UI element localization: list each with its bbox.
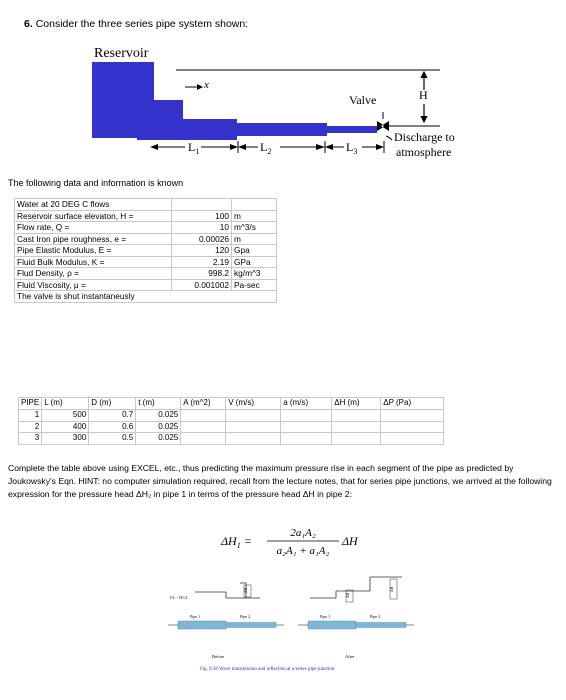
known-data-intro: The following data and information is known (8, 178, 184, 188)
dh-label-after-2: ΔH (389, 586, 394, 592)
pipe-table-cell (281, 409, 332, 421)
after-diagram (298, 577, 414, 659)
l2-label: $L_2$ (260, 140, 272, 156)
given-row (15, 233, 277, 245)
pipe-table-cell (332, 409, 381, 421)
given-label: Reservoir surface elevaton, H = (15, 210, 172, 222)
pipe-table-cell (332, 421, 381, 433)
given-row (15, 256, 277, 268)
pipe-table-header-row (19, 398, 444, 410)
pipe-table-cell (181, 433, 226, 445)
pipe1-before (178, 621, 226, 629)
pipe2-after (356, 623, 406, 628)
given-label: Fluid Viscosity, μ = (15, 279, 172, 291)
reservoir-and-pipes (92, 62, 377, 140)
pipe-table-cell: 0.7 (89, 409, 136, 421)
given-value: 10 (172, 222, 232, 234)
pipe2-label-before: Pipe 2 (240, 614, 251, 619)
pipe-table-cell (181, 409, 226, 421)
pipe2-label-after: Pipe 2 (370, 614, 381, 619)
discharge-pointer (386, 136, 392, 140)
dh-label-before: ΔH (243, 587, 248, 593)
given-header: Water at 20 DEG C flows (15, 199, 172, 211)
pipe-table (18, 397, 444, 445)
pipe-table-header: L (m) (42, 398, 89, 410)
pipe1-after (308, 621, 356, 629)
given-unit: m (232, 233, 277, 245)
dh-label-after-1: ΔH (345, 592, 350, 598)
l1-label: $L_1$ (188, 140, 200, 156)
pipe-table-cell: 1 (19, 409, 42, 421)
pipe-table-cell (226, 433, 281, 445)
given-label: Flow rate, Q = (15, 222, 172, 234)
given-value: 0.00026 (172, 233, 232, 245)
pipe-table-header: t (m) (136, 398, 181, 410)
figure-caption: Fig. 9.38 Wave transmission and reflection at a series pipe junction. (200, 667, 336, 672)
given-footer-row (15, 291, 277, 303)
pipe-table-cell: 3 (19, 433, 42, 445)
before-label: Before (212, 654, 225, 659)
pipe-table-header: PIPE (19, 398, 42, 410)
pipe-table-header: A (m^2) (181, 398, 226, 410)
pipe-table-cell (281, 421, 332, 433)
given-label: Fluid Bulk Modulus, K = (15, 256, 172, 268)
pipe-table-header: ΔH (m) (332, 398, 381, 410)
pipe-table-row (19, 433, 444, 445)
valve-label: Valve (349, 93, 377, 107)
given-unit: Gpa (232, 245, 277, 257)
pipe-table-cell (226, 421, 281, 433)
given-row (15, 210, 277, 222)
given-row (15, 222, 277, 234)
pipe-table-header: a (m/s) (281, 398, 332, 410)
equation-denominator: a₂A₁ + a₁A₂ (276, 545, 330, 557)
before-diagram (168, 583, 284, 659)
reservoir-label: Reservoir (94, 46, 149, 61)
equation-rhs: ΔH (342, 534, 358, 548)
pipe2-before (226, 623, 276, 628)
discharge-label-1: Discharge to (394, 130, 455, 144)
length-dimensions (150, 140, 384, 156)
hgl-label: EL - HGL (170, 595, 189, 600)
given-value: 998.2 (172, 268, 232, 280)
pipe-table-cell: 0.025 (136, 433, 181, 445)
given-label: Cast Iron pipe roughness, e = (15, 233, 172, 245)
pipe-table-row (19, 409, 444, 421)
pipe-table-cell: 300 (42, 433, 89, 445)
pipe-table-cell: 400 (42, 421, 89, 433)
pipe-table-header: V (m/s) (226, 398, 281, 410)
pipe-table-cell (281, 433, 332, 445)
l3-label: $L_3$ (346, 140, 358, 156)
instruction-paragraph: Complete the table above using EXCEL, etc., thus predicting the maximum pressure rise in each segment of the pipe as predicted by Joukowsky's Eqn. HINT: no computer simulation required, recall from the lecture notes, that for series pipe junctions, we arrived at the following expression for the pressure head ΔH₂ in pipe 1 in terms of the pressure head ΔH in pipe 2: (8, 463, 552, 499)
given-row (15, 279, 277, 291)
pipe1-label-before: Pipe 1 (190, 614, 201, 619)
discharge-label-2: atmosphere (396, 145, 452, 159)
pipe-table-cell (381, 409, 444, 421)
wave-transmission-figure (160, 565, 420, 685)
pipe-table-cell: 0.6 (89, 421, 136, 433)
joukowsky-junction-equation (215, 521, 375, 561)
given-header-row (15, 199, 277, 211)
pipe-system-diagram (0, 0, 566, 175)
pipe1-label-after: Pipe 1 (320, 614, 331, 619)
head-label: H (419, 88, 428, 102)
given-row (15, 268, 277, 280)
given-label: Pipe Elastic Modulus, E = (15, 245, 172, 257)
given-unit: m (232, 210, 277, 222)
pipe-table-cell (226, 409, 281, 421)
after-label: After (345, 654, 355, 659)
given-footer: The valve is shut instantaneusly (15, 291, 277, 303)
pipe-table-cell: 0.025 (136, 409, 181, 421)
equation-numerator: 2a₁A₂ (290, 527, 316, 539)
pipe-table-cell (332, 433, 381, 445)
pipe-table-row (19, 421, 444, 433)
given-value: 2.19 (172, 256, 232, 268)
x-label: x (204, 79, 209, 91)
given-unit: GPa (232, 256, 277, 268)
given-value: 0.001002 (172, 279, 232, 291)
pipe-table-cell (181, 421, 226, 433)
given-unit: Pa-sec (232, 279, 277, 291)
pipe-table-header: D (m) (89, 398, 136, 410)
pipe-table-cell: 500 (42, 409, 89, 421)
valve-icon (377, 112, 389, 131)
equation-lhs: $\Delta H_1$ = (221, 534, 252, 550)
given-value: 100 (172, 210, 232, 222)
question-number: 6. (24, 18, 33, 30)
pipe-table-cell (381, 421, 444, 433)
pipe-table-header: ΔP (Pa) (381, 398, 444, 410)
pipe-table-cell: 0.025 (136, 421, 181, 433)
pipe-table-cell (381, 433, 444, 445)
given-data-table (14, 198, 277, 303)
given-unit: m^3/s (232, 222, 277, 234)
given-value: 120 (172, 245, 232, 257)
pipe-table-cell: 0.5 (89, 433, 136, 445)
question-text: Consider the three series pipe system shown: (35, 18, 249, 30)
given-unit: kg/m^3 (232, 268, 277, 280)
given-row (15, 245, 277, 257)
pipe-table-cell: 2 (19, 421, 42, 433)
given-label: Flud Density, ρ = (15, 268, 172, 280)
